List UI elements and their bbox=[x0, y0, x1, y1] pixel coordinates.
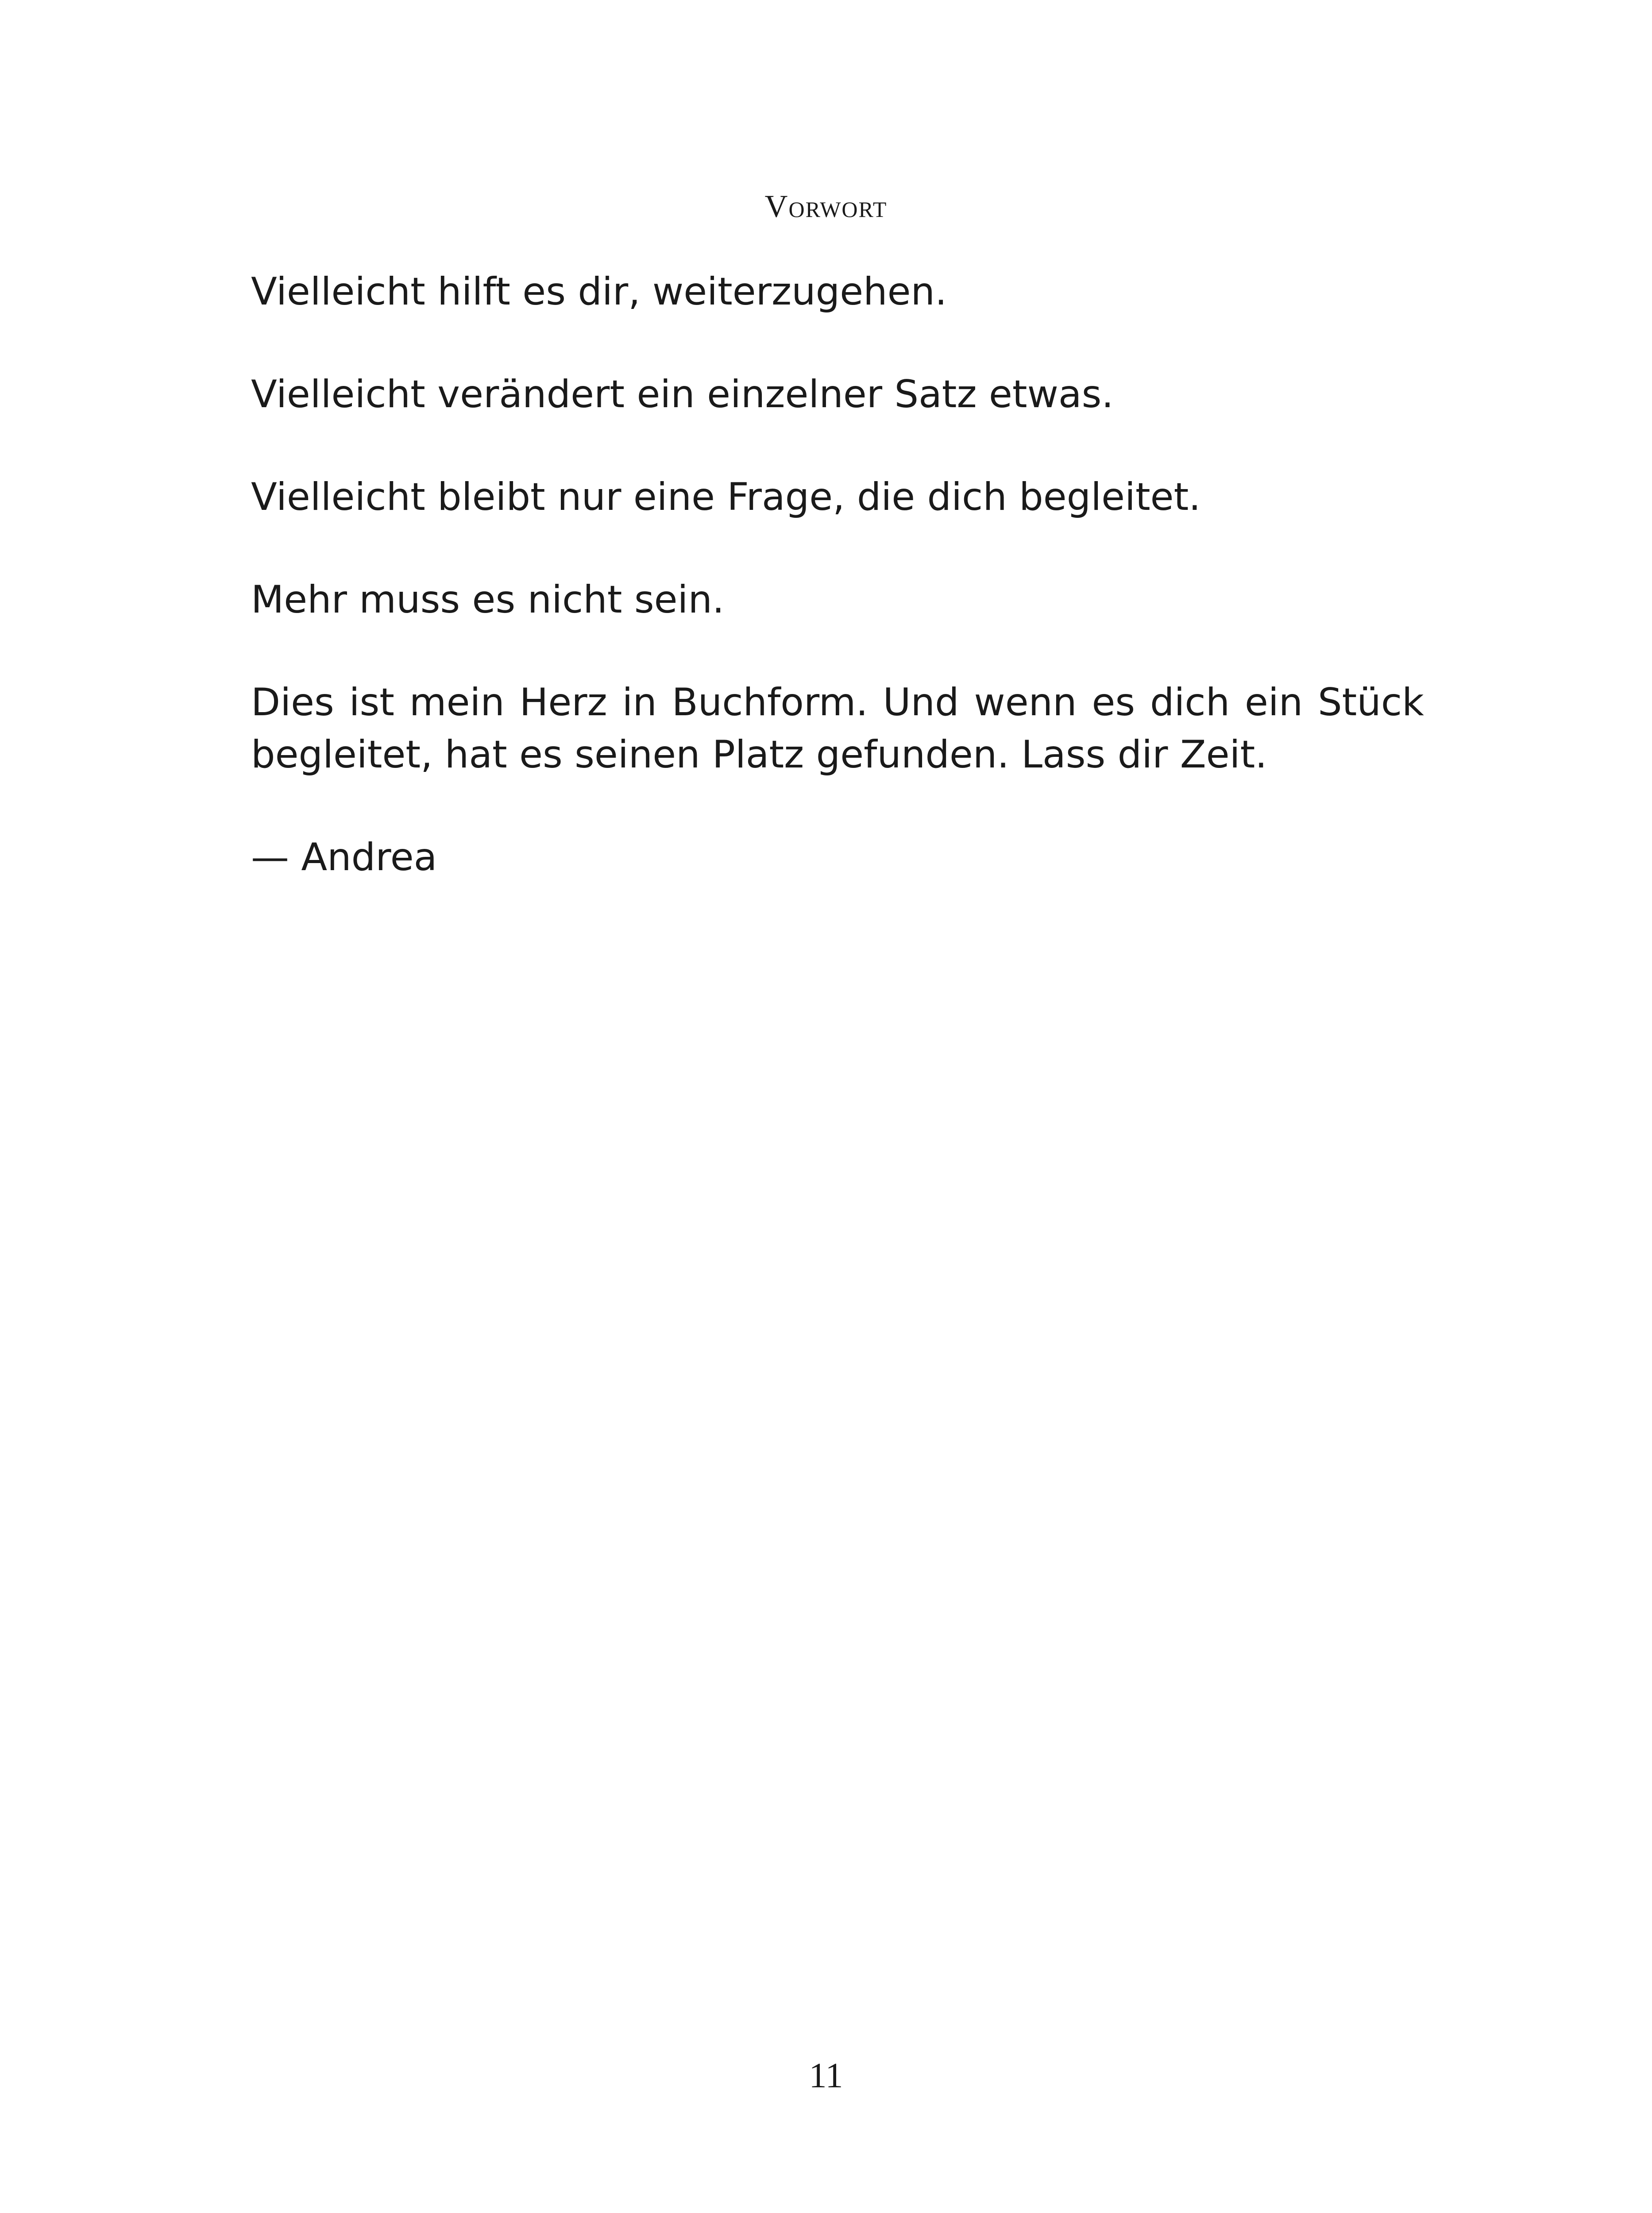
paragraph: Dies ist mein Herz in Buchform. Und wenn es dich ein Stück begleitet, hat es seinen Platz gefunden. Lass dir Zeit. bbox=[251, 680, 1424, 777]
running-head: Vorwort bbox=[764, 189, 888, 224]
paragraph: Vielleicht hilft es dir, weiterzugehen. bbox=[251, 270, 947, 314]
paragraph: Vielleicht bleibt nur eine Frage, die dich begleitet. bbox=[251, 475, 1201, 519]
signature: — Andrea bbox=[251, 835, 437, 879]
paragraph: Vielleicht verändert ein einzelner Satz etwas. bbox=[251, 372, 1114, 416]
paragraph: Mehr muss es nicht sein. bbox=[251, 578, 725, 622]
page-number: 11 bbox=[809, 2056, 843, 2095]
body-text bbox=[251, 266, 1424, 934]
